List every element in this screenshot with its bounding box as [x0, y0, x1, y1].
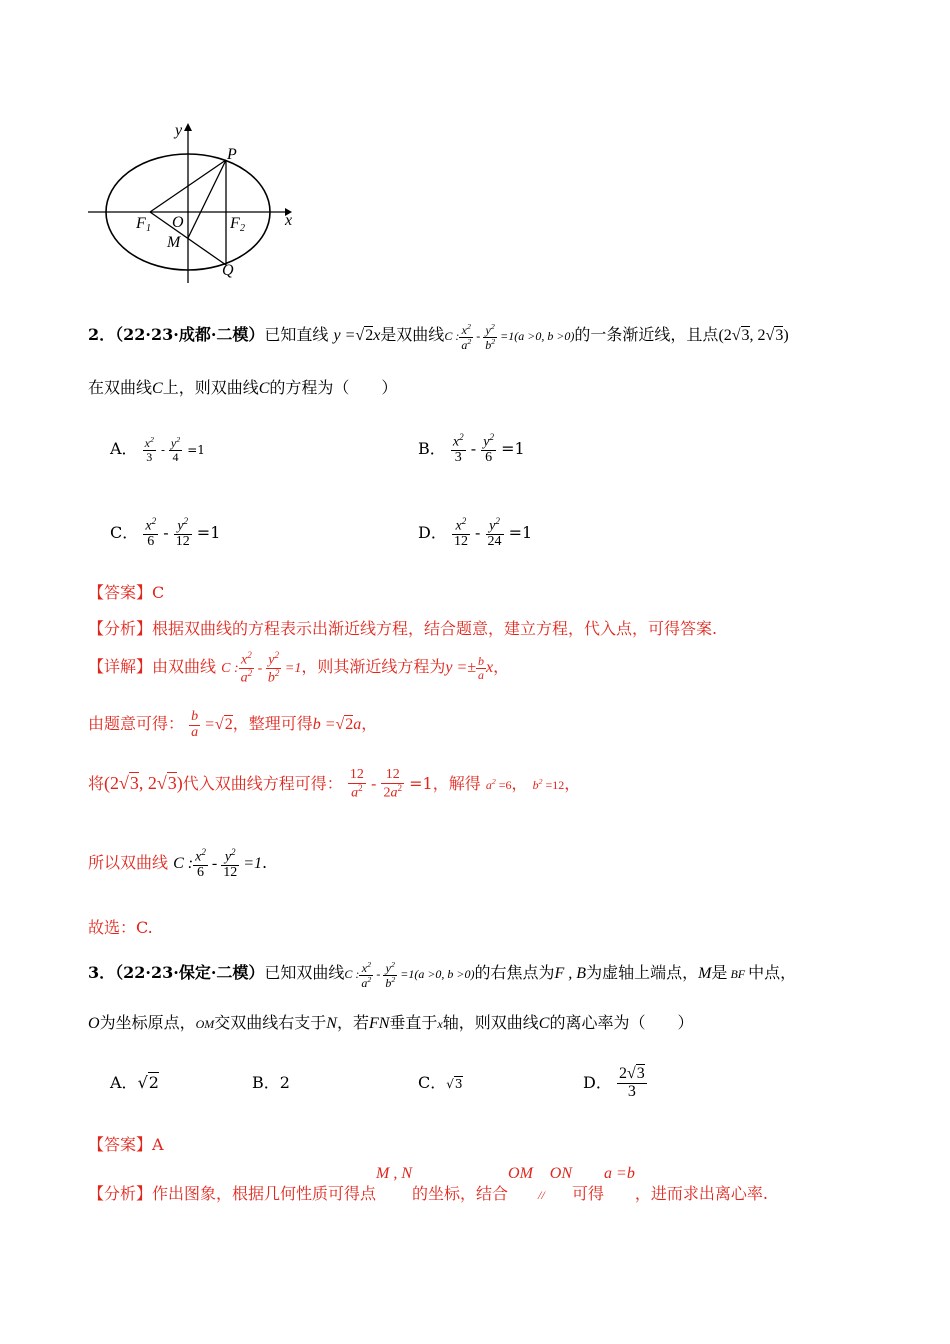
q3-option-d: D． $\frac{2√3}{3}$ — [583, 1065, 645, 1100]
option-label: B． — [418, 439, 446, 458]
q3-stem-line1: 3．（22·23·保定·二模）已知双曲线C : $\frac{x^2}{a^2}$ - $\frac{y^2}{b^2}$ =1(a >0, b >0)的右焦点为F , B为虚轴上端点，M是 BF 中点， — [88, 960, 797, 990]
q2-number: 2． — [88, 325, 116, 344]
q2-line-eq: y =√2x — [333, 327, 381, 344]
q2-answer: 【答案】C — [88, 583, 165, 602]
q2-stem-line1 — [88, 322, 789, 351]
label-F2-sub: 2 — [240, 223, 245, 234]
q3-option-a: A．√2 — [110, 1073, 159, 1092]
label-Q: Q — [222, 262, 234, 279]
q2-analysis: 【分析】根据双曲线的方程表示出渐近线方程，结合题意，建立方程，代入点，可得答案. — [88, 619, 718, 638]
option-label: C． — [110, 523, 139, 542]
q2-detail-line4: 所以双曲线 C : $\frac{x^2}{6}$ - $\frac{y^2}{12}$ =1. — [88, 846, 268, 881]
q2-stem-line2 — [88, 375, 397, 398]
q2-detail-line2: 由题意可得： $\frac{b}{a}$ =√2，整理可得b =√2a， — [88, 709, 378, 740]
q2-hyperbola-eq: C : $\frac{x^2}{a^2}$ - $\frac{y^2}{b^2}$ =1(a >0, b >0) — [444, 322, 575, 352]
label-P: P — [227, 146, 237, 163]
label-F1: F — [136, 215, 146, 232]
q3-analysis: 【分析】作出图象，根据几何性质可得点M , N的坐标，结合OM // ON可得a =b，进而求出离心率. — [88, 1165, 768, 1203]
q3-answer: 【答案】A — [88, 1135, 164, 1154]
q3-option-c: C．√3 — [418, 1073, 463, 1092]
q2-text: 的一条渐近线，且点 — [574, 325, 719, 344]
q2-text: 上，则双曲线 — [162, 378, 259, 397]
label-x: x — [285, 212, 293, 229]
q2-source: （22·23·成都·二模） — [115, 325, 265, 344]
label-O: O — [172, 214, 184, 231]
q2-detail-line3: 将(2√3, 2√3)代入双曲线方程可得： $\frac{12}{a^2}$ - $\frac{12}{2a^2}$ =1，解得 $a^2 =6$， $b^2 =12$， — [88, 767, 581, 801]
q2-text: 已知直线 — [264, 325, 329, 344]
q2-option-b: B． $\frac{x^2}{3}$ - $\frac{y^2}{6}$ =1 — [418, 431, 525, 466]
var-C: C — [152, 380, 163, 397]
q2-option-c: C． $\frac{x^2}{6}$ - $\frac{y^2}{12}$ =1 — [110, 515, 221, 550]
q2-choose: 故选：C. — [88, 918, 153, 937]
ellipse-figure — [80, 115, 310, 285]
q2-point: (2√3, 2√3) — [718, 327, 789, 344]
label-M: M — [167, 234, 181, 251]
option-label: D． — [418, 523, 447, 542]
q2-detail-line1: 【详解】由双曲线 C : $\frac{x^2}{a^2}$ - $\frac{y^2}{b^2}$ =1，则其渐近线方程为y =± $\frac{b}{a}$ x， — [88, 649, 510, 686]
label-y: y — [175, 122, 183, 139]
q2-option-d: D． $\frac{x^2}{12}$ - $\frac{y^2}{24}$ =1 — [418, 515, 533, 550]
q2-option-a: A． $\frac{x^2}{3}$ - $\frac{y^2}{4}$ =1 — [110, 434, 205, 464]
var-C: C — [258, 380, 270, 397]
label-F1-sub: 1 — [146, 223, 151, 234]
q2-text: 是双曲线 — [380, 325, 445, 344]
q3-option-b: B．2 — [252, 1073, 290, 1092]
q2-text: 的方程为（ ） — [269, 378, 398, 397]
q2-text: 在双曲线 — [88, 378, 153, 397]
option-label: A． — [110, 439, 138, 458]
label-F2: F — [230, 215, 240, 232]
q3-stem-line2: O为坐标原点，OM交双曲线右支于N，若FN垂直于x轴，则双曲线C的离心率为（ ） — [88, 1013, 694, 1032]
